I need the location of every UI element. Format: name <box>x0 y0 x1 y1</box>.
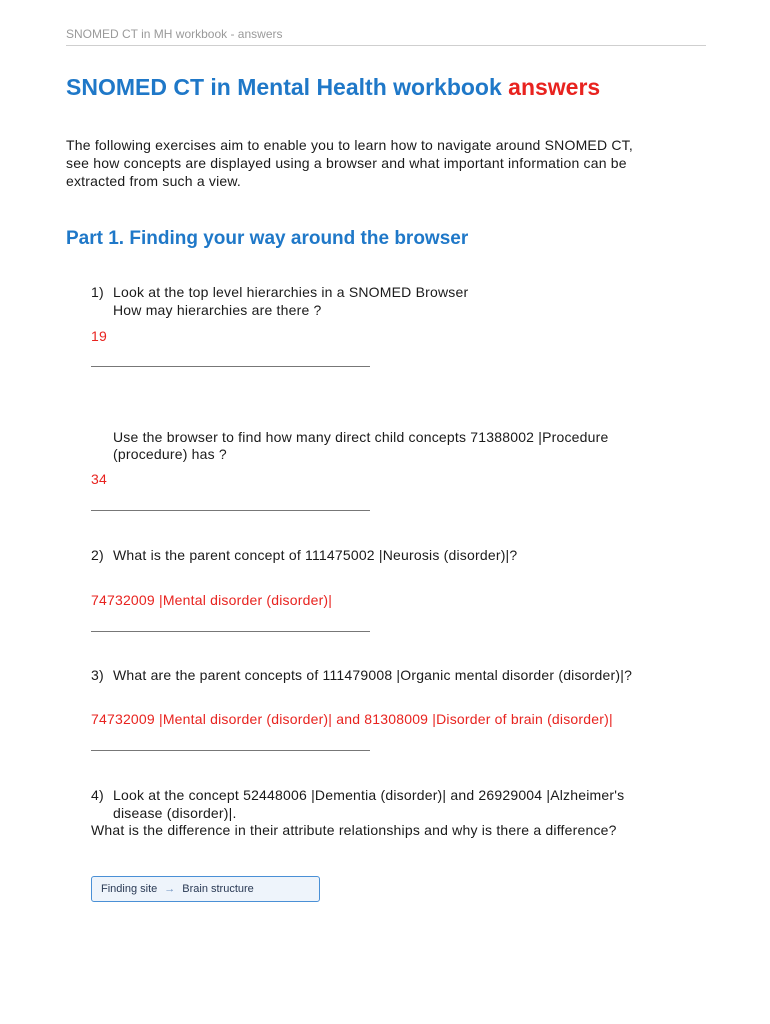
page-title <box>66 74 600 101</box>
answer-text: 74732009 |Mental disorder (disorder)| and 81308009 |Disorder of brain (disorder)| <box>91 711 613 727</box>
part1-heading: Part 1. Finding your way around the browser <box>66 228 469 249</box>
question-text: disease (disorder)|. <box>113 805 237 821</box>
question-text: Use the browser to find how many direct child concepts 71388002 |Procedure <box>113 429 609 445</box>
answer-underline <box>91 366 370 367</box>
answer-underline <box>91 631 370 632</box>
question-number: 1) <box>91 284 104 300</box>
header-rule <box>66 45 706 46</box>
question-text: Look at the top level hierarchies in a SNOMED Browser <box>113 284 469 300</box>
intro-line: see how concepts are displayed using a browser and what important information can be <box>66 155 627 171</box>
question-number: 4) <box>91 787 104 803</box>
question-text: How may hierarchies are there ? <box>113 302 322 318</box>
question-text: (procedure) has ? <box>113 446 227 462</box>
question-number: 2) <box>91 547 104 563</box>
attribute-name: Finding site <box>101 883 158 895</box>
attribute-value: Brain structure <box>182 883 254 895</box>
answer-text: 19 <box>91 328 107 344</box>
question-text: What are the parent concepts of 111479008 |Organic mental disorder (disorder)|? <box>113 667 633 683</box>
arrow-icon: → <box>164 883 176 895</box>
intro-line: The following exercises aim to enable you to learn how to navigate around SNOMED CT, <box>66 137 633 153</box>
intro-line: extracted from such a view. <box>66 173 242 189</box>
intro-paragraph <box>66 136 706 190</box>
answer-text: 34 <box>91 471 107 487</box>
answer-underline <box>91 510 370 511</box>
answer-text: 74732009 |Mental disorder (disorder)| <box>91 592 333 608</box>
title-accent: answers <box>508 74 601 100</box>
attribute-relationship-box <box>91 876 320 902</box>
answer-underline <box>91 750 370 751</box>
question-number: 3) <box>91 667 104 683</box>
running-header: SNOMED CT in MH workbook - answers <box>66 27 283 41</box>
title-main: SNOMED CT in Mental Health workbook <box>66 74 502 100</box>
question-text: Look at the concept 52448006 |Dementia (disorder)| and 26929004 |Alzheimer's <box>113 787 625 803</box>
question-text: What is the parent concept of 111475002 |Neurosis (disorder)|? <box>113 547 518 563</box>
question-text: What is the difference in their attribute relationships and why is there a difference? <box>91 822 617 838</box>
